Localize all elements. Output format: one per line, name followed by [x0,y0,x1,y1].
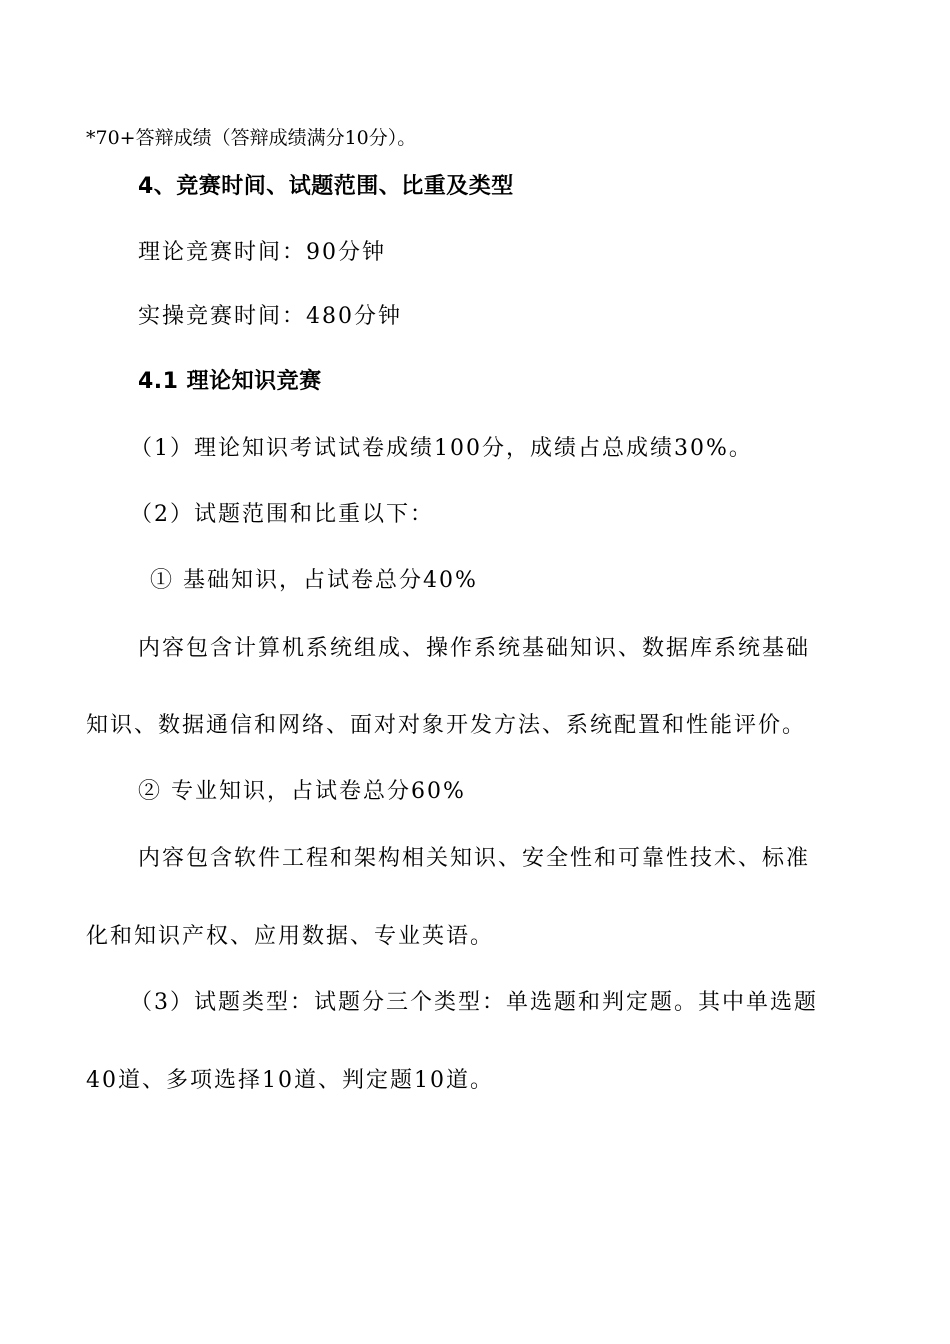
item-1-paper-score: （1）理论知识考试试卷成绩100分，成绩占总成绩30%。 [130,436,753,461]
professional-knowledge-weight: ② 专业知识，占试卷总分60% [138,779,466,804]
section-4-1-heading: 4.1 理论知识竞赛 [138,369,322,394]
score-formula-continuation: *70+答辩成绩（答辩成绩满分10分）。 [86,127,417,149]
item-3-question-types-line-1: （3）试题类型：试题分三个类型：单选题和判定题。其中单选题 [130,990,818,1015]
basic-knowledge-content-line-1: 内容包含计算机系统组成、操作系统基础知识、数据库系统基础 [138,636,811,661]
professional-knowledge-content-line-2: 化和知识产权、应用数据、专业英语。 [86,924,495,949]
item-3-question-types-line-2: 40道、多项选择10道、判定题10道。 [86,1068,494,1093]
practical-competition-time: 实操竞赛时间：480分钟 [138,304,402,329]
basic-knowledge-content-line-2: 知识、数据通信和网络、面对对象开发方法、系统配置和性能评价。 [86,713,807,738]
basic-knowledge-weight: ① 基础知识，占试卷总分40% [150,568,478,593]
section-4-heading: 4、竞赛时间、试题范围、比重及类型 [138,174,514,199]
item-2-scope-weights: （2）试题范围和比重以下： [130,502,434,527]
theory-competition-time: 理论竞赛时间：90分钟 [138,240,386,265]
professional-knowledge-content-line-1: 内容包含软件工程和架构相关知识、安全性和可靠性技术、标准 [138,846,811,871]
